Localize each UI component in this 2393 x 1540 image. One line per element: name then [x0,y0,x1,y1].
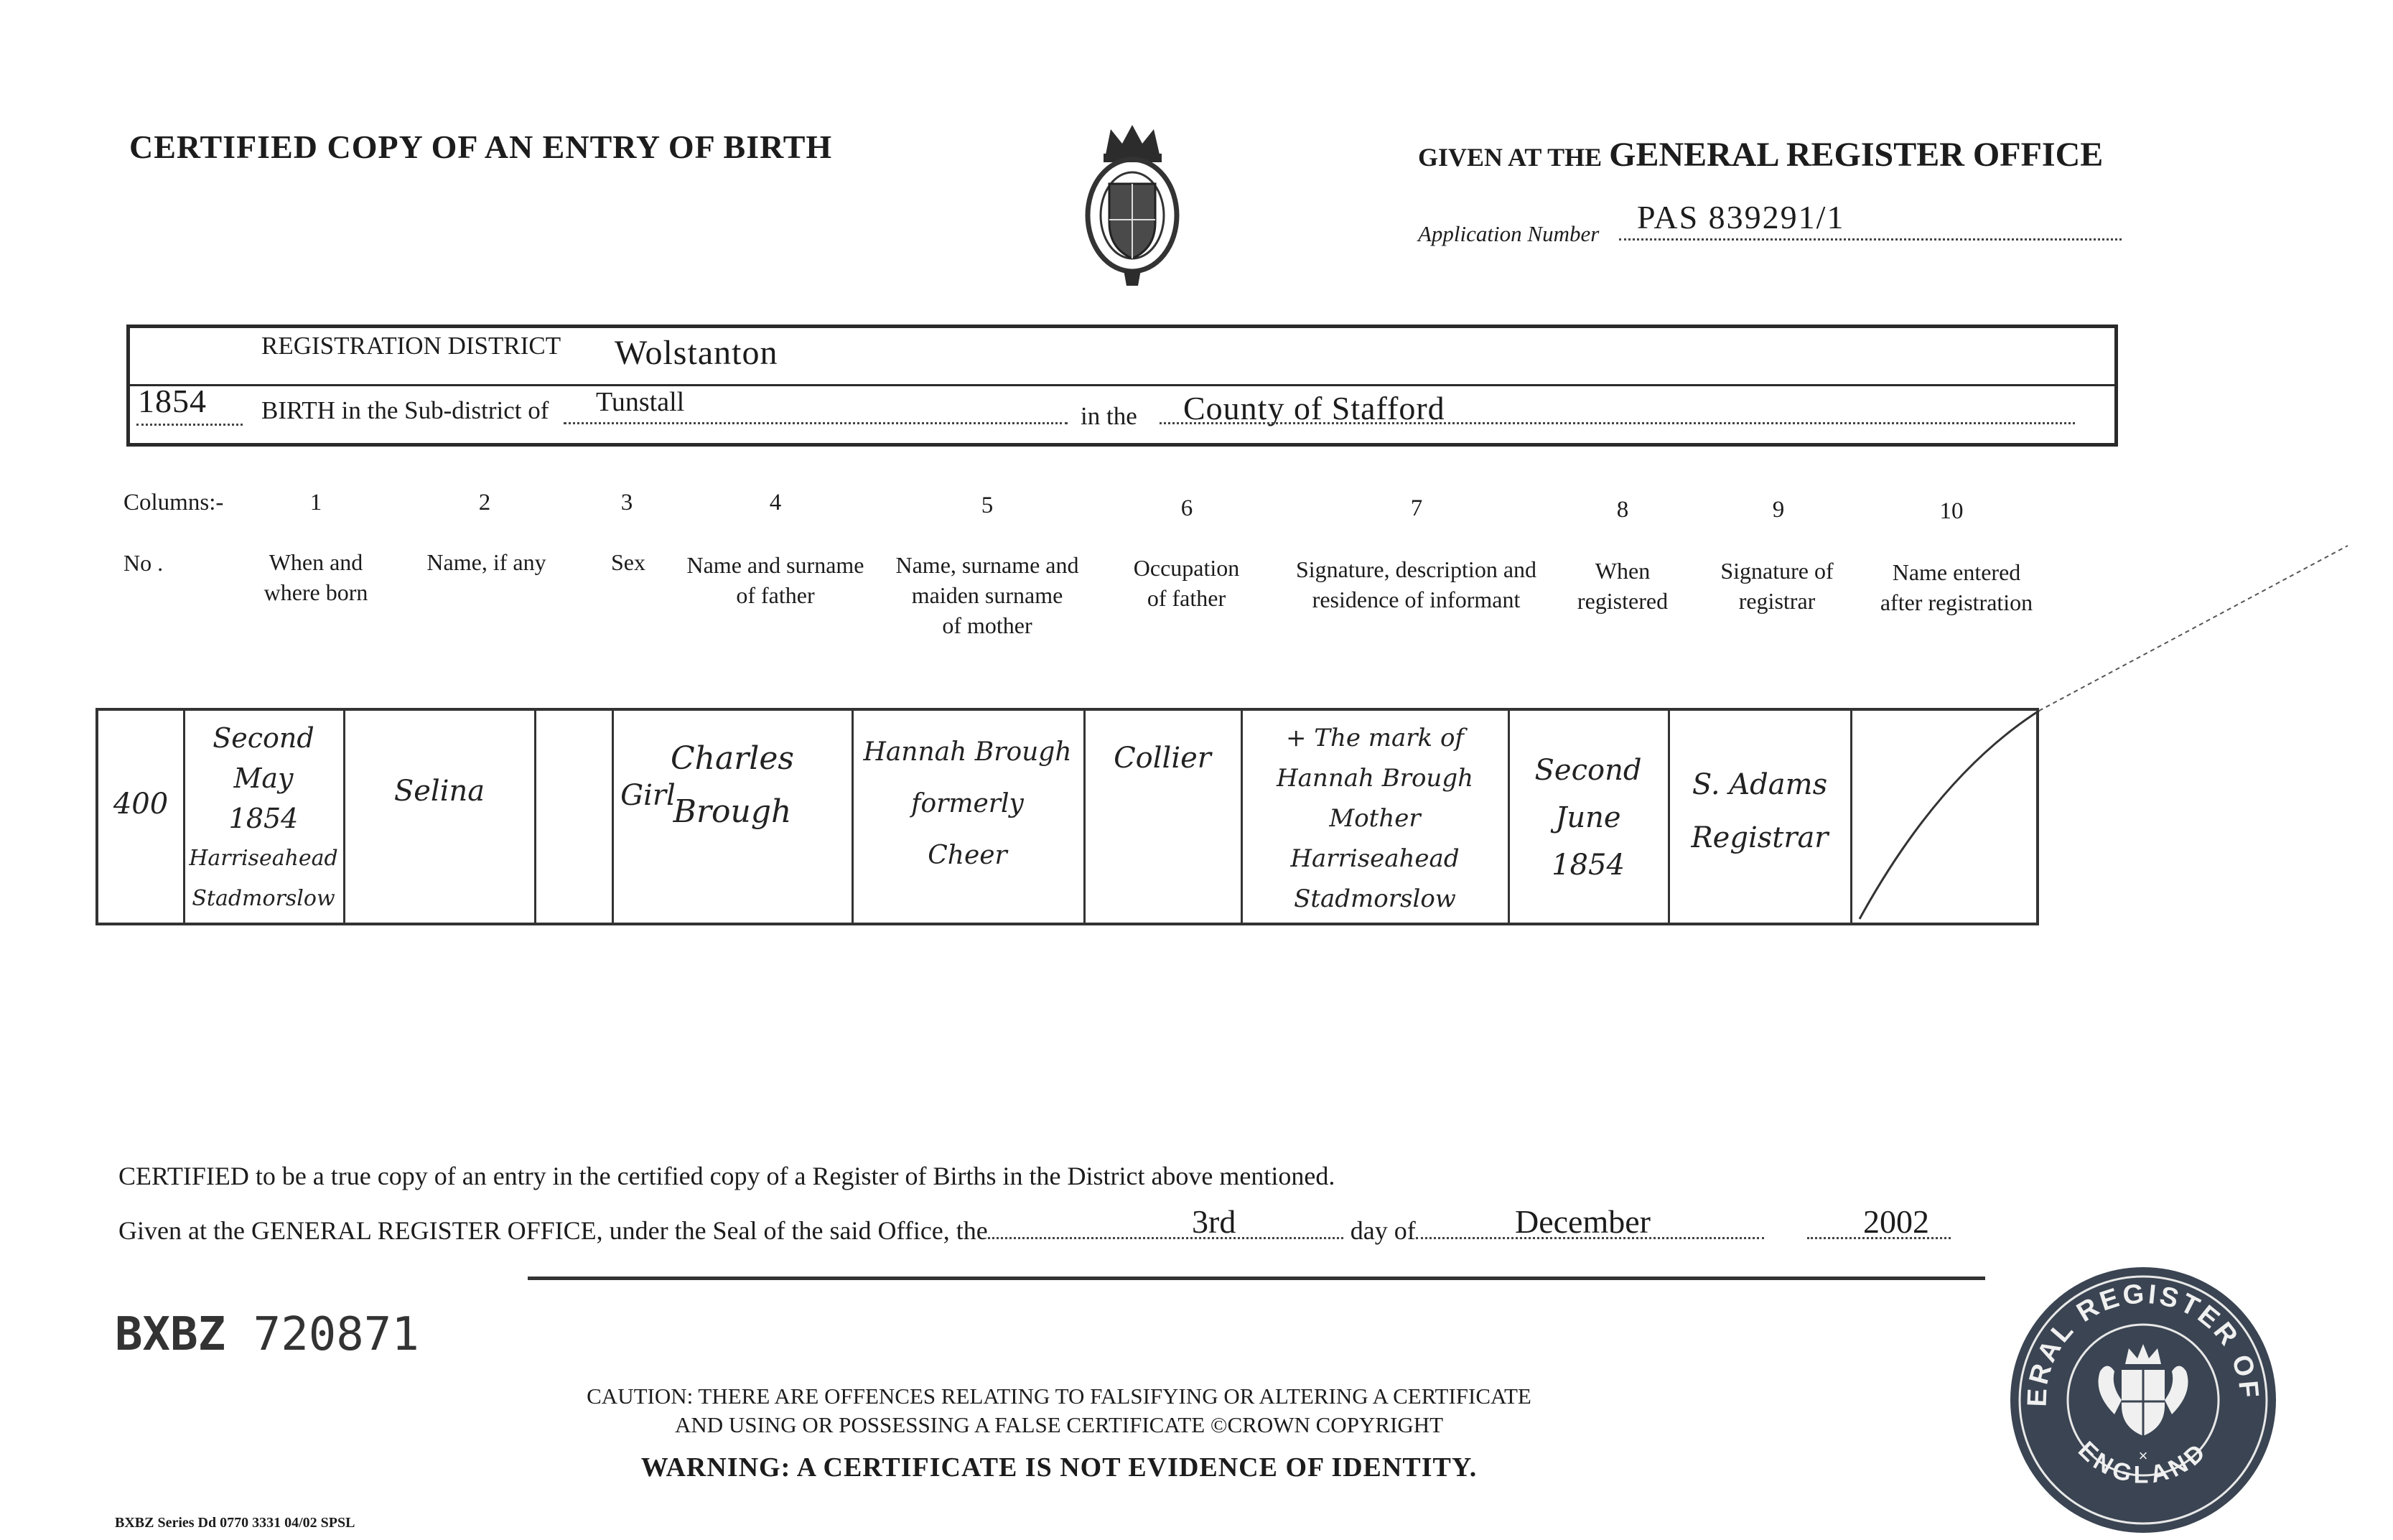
entry-column-divider [534,708,536,925]
certification-year: 2002 [1863,1203,1929,1240]
certificate-title: CERTIFIED COPY OF AN ENTRY OF BIRTH [129,129,833,165]
entry-column-divider [343,708,345,925]
column-number-1: 1 [309,490,322,515]
subdistrict-label: BIRTH in the Sub-district of [261,396,549,424]
serial-prefix: BXBZ [115,1308,226,1361]
entry-informant: + The mark of Hannah Brough Mother Harriseahead Stadmorslow [1277,724,1473,913]
royal-crest [1081,122,1185,289]
seal-icon [2007,1264,2280,1536]
header-no: No . [123,550,164,576]
column-number-7: 7 [1410,495,1423,521]
column-number-6: 6 [1180,495,1193,521]
pen-stroke-mark [1852,538,2355,926]
column-number-2: 2 [478,490,491,515]
entry-occupation: Collier [1114,742,1211,775]
header-mother: Name, surname and maiden surname of mother [895,552,1079,638]
year-dotted-line [136,424,243,426]
form-reference: BXBZ Series Dd 0770 3331 04/02 SPSL [115,1515,355,1531]
column-number-10: 10 [1939,498,1964,524]
header-when-where-born: When and where born [263,549,368,605]
column-number-4: 4 [769,490,782,515]
given-at-label: GIVEN AT THE [1418,143,1603,172]
given-at-text: Given at the GENERAL REGISTER OFFICE, under the Seal of the said Office, the [118,1216,988,1245]
subdistrict-value: Tunstall [596,387,685,417]
general-register-office-seal [2007,1264,2280,1536]
column-number-3: 3 [620,490,633,515]
office-name: GENERAL REGISTER OFFICE [1609,136,2104,174]
caution-notice: CAUTION: THERE ARE OFFENCES RELATING TO FALSIFYING OR ALTERING A CERTIFICATE AND USING OR POSSESSING A FALSE CERTIFICATE ©CROWN COPYRIGHT [587,1383,1531,1437]
header-sex: Sex [611,549,645,575]
certification-given-line [118,1215,1951,1246]
svg-text:×: × [2138,1447,2148,1465]
certification-day: 3rd [1192,1203,1236,1240]
given-at-office [1418,135,2103,174]
seal-top-text: ERAL REGISTER OF [2022,1279,2264,1408]
county-dotted-line [1160,422,2075,424]
entry-father: Charles Brough [671,740,794,830]
county-label: in the [1081,402,1137,430]
entry-name: Selina [393,775,485,808]
header-informant: Signature, description and residence of informant [1295,556,1537,612]
serial-number: 720871 [253,1308,419,1361]
header-when-registered: When registered [1577,558,1669,614]
entry-number: 400 [113,788,169,821]
identity-warning: WARNING: A CERTIFICATE IS NOT EVIDENCE OF IDENTITY. [640,1452,1478,1483]
header-name: Name, if any [426,549,546,575]
entry-when-where-born: Second May 1854 Harriseahead Stadmorslow [189,722,338,911]
day-of-label: day of [1350,1216,1416,1245]
header-registrar: Signature of registrar [1720,558,1834,614]
county-value: County of Stafford [1183,390,1445,426]
certificate-serial [115,1308,419,1361]
application-number-value: PAS 839291/1 [1637,199,1845,235]
header-father: Name and surname of father [686,552,864,608]
application-number-label: Application Number [1418,221,1600,246]
column-number-5: 5 [981,493,994,518]
columns-label: Columns:- [123,490,224,515]
entry-registrar: S. Adams Registrar [1691,768,1829,854]
entry-column-divider [612,708,614,925]
subdistrict-dotted-line [564,422,1068,424]
registration-district-value: Wolstanton [615,334,778,372]
header-occupation: Occupation of father [1133,555,1240,611]
application-dotted-line [1619,238,2122,241]
signature-rule [528,1277,1985,1280]
registration-district-label: REGISTRATION DISTRICT [261,332,561,360]
day-dotted-line [988,1237,1343,1239]
crown-shield-icon [1081,122,1185,289]
entry-column-divider [852,708,854,925]
column-number-8: 8 [1616,497,1629,523]
entry-sex: Girl [620,779,676,812]
entry-column-divider [1241,708,1243,925]
registration-year: 1854 [138,383,207,419]
registration-divider [126,384,2118,386]
header-name-after: Name entered after registration [1880,559,2033,615]
seal-bottom-text: ENGLAND [2073,1436,2214,1489]
certification-month: December [1515,1203,1651,1240]
entry-mother: Hannah Brough formerly Cheer [863,737,1072,870]
entry-when-registered: Second June 1854 [1534,754,1642,882]
certification-statement: CERTIFIED to be a true copy of an entry in the certified copy of a Register of Births in the District above mentioned. [118,1162,1335,1190]
column-number-9: 9 [1772,497,1785,523]
